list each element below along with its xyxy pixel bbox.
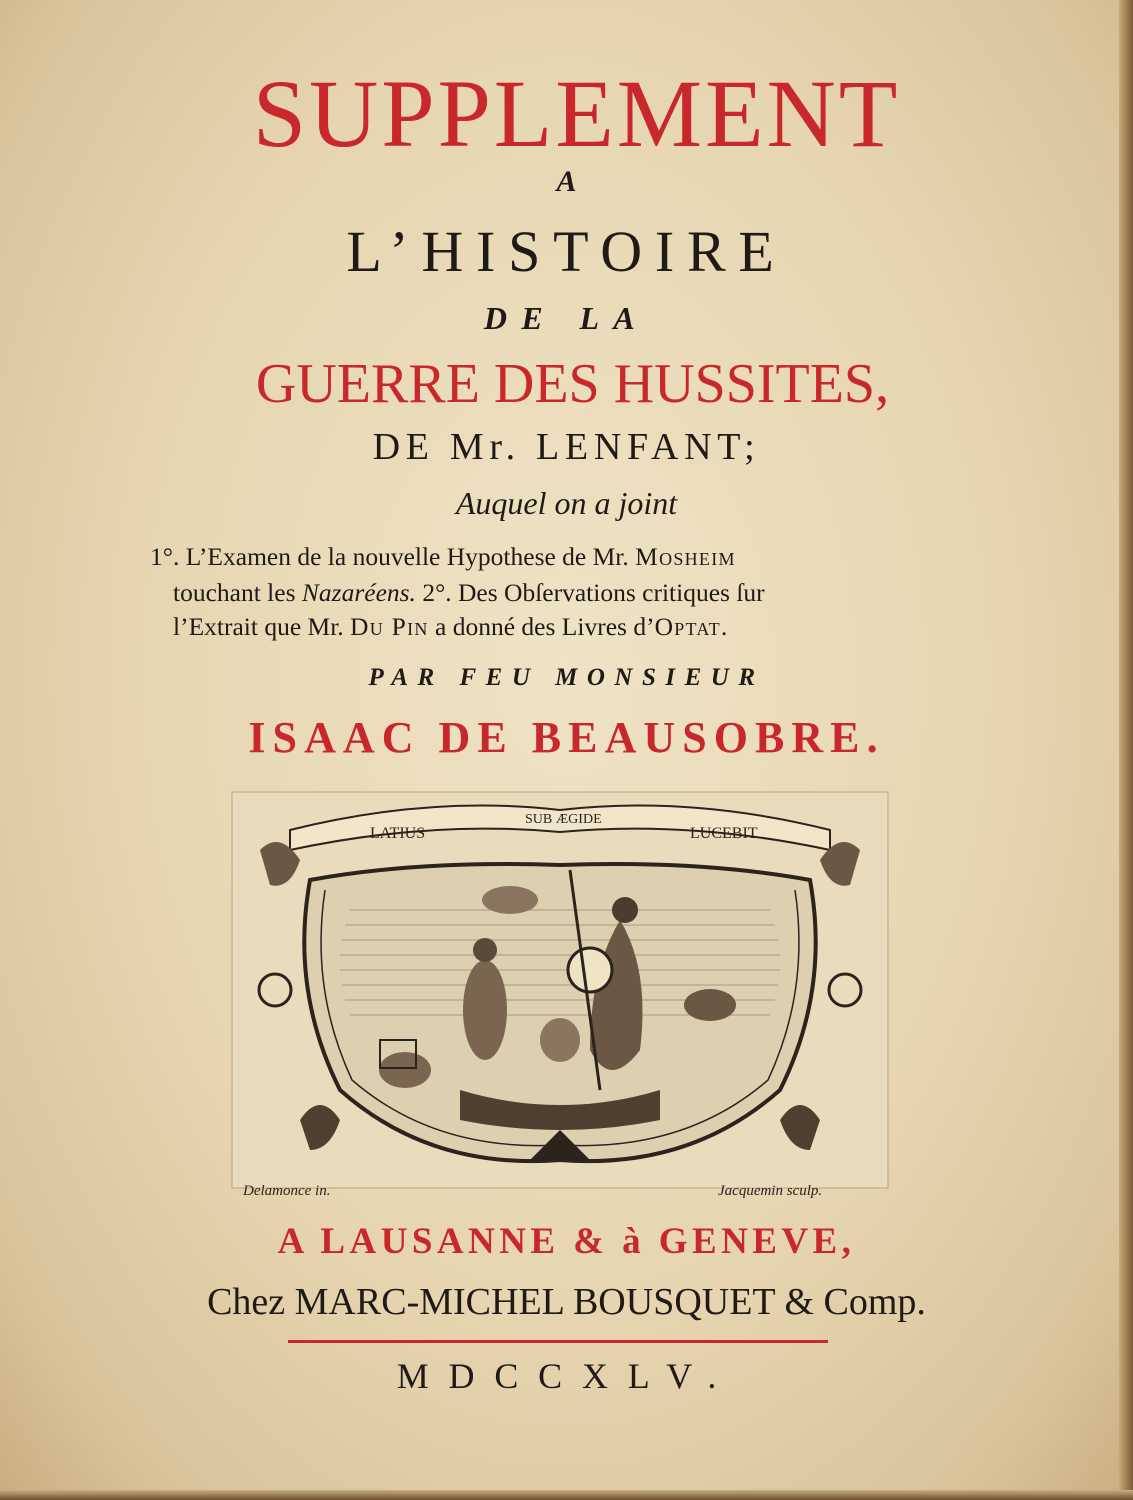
par-feu-monsieur: PAR FEU MONSIEUR [368, 664, 765, 691]
title-histoire: L’HISTOIRE [346, 219, 787, 284]
credit-engraver: Jacquemin sculp. [718, 1183, 823, 1199]
name-du-pin: Du Pin [350, 612, 429, 641]
title-de-la: DE LA [483, 300, 650, 336]
imprint-publisher: Chez MARC-MICHEL BOUSQUET & Comp. [207, 1281, 926, 1323]
contents-text: a donné des Livres d’ [435, 612, 655, 641]
cherub-figure [482, 886, 538, 914]
engraved-vignette [230, 790, 890, 1190]
contents-line-3 [173, 610, 973, 644]
page-edge-bottom [0, 1490, 1133, 1500]
imprint-year: MDCCXLV. [396, 1356, 737, 1396]
putto-figure [379, 1052, 431, 1088]
contents-text: 2°. Des Obſervations critiques ſur [422, 578, 765, 607]
title-guerre: GUERRE DES HUSSITES, [255, 353, 890, 415]
shield-aegis [568, 948, 612, 992]
author-beausobre: ISAAC DE BEAUSOBRE. [248, 713, 885, 762]
imprint-place: A LAUSANNE & à GENEVE, [277, 1221, 856, 1262]
name-mosheim: Mosheim [635, 542, 736, 571]
contents-text: touchant les [173, 578, 296, 607]
credit-designer: Delamonce in. [243, 1183, 331, 1199]
contents-text: l’Extrait que Mr. [173, 612, 344, 641]
motto-right: LUCEBIT [690, 825, 758, 842]
motto-center: SUB ÆGIDE [525, 812, 602, 827]
title-a: A [556, 165, 577, 198]
motto-left: LATIUS [370, 825, 426, 842]
name-optat: Optat. [654, 612, 729, 641]
child-figure [540, 1018, 580, 1062]
contents-line-2 [173, 576, 973, 610]
page-edge-right [1119, 0, 1133, 1500]
contents-line-1 [150, 540, 950, 574]
red-rule [288, 1340, 828, 1343]
title-author-lenfant: DE Mr. LENFANT; [372, 426, 761, 468]
fleeing-figure [684, 989, 736, 1021]
word-nazareens: Nazaréens. [301, 578, 416, 607]
contents-text: 1°. L’Examen de la nouvelle Hypothese de Mr. [150, 542, 629, 571]
seated-figure [463, 960, 507, 1060]
title-auquel: Auquel on a joint [455, 485, 678, 521]
title-supplement: SUPPLEMENT [252, 60, 901, 167]
